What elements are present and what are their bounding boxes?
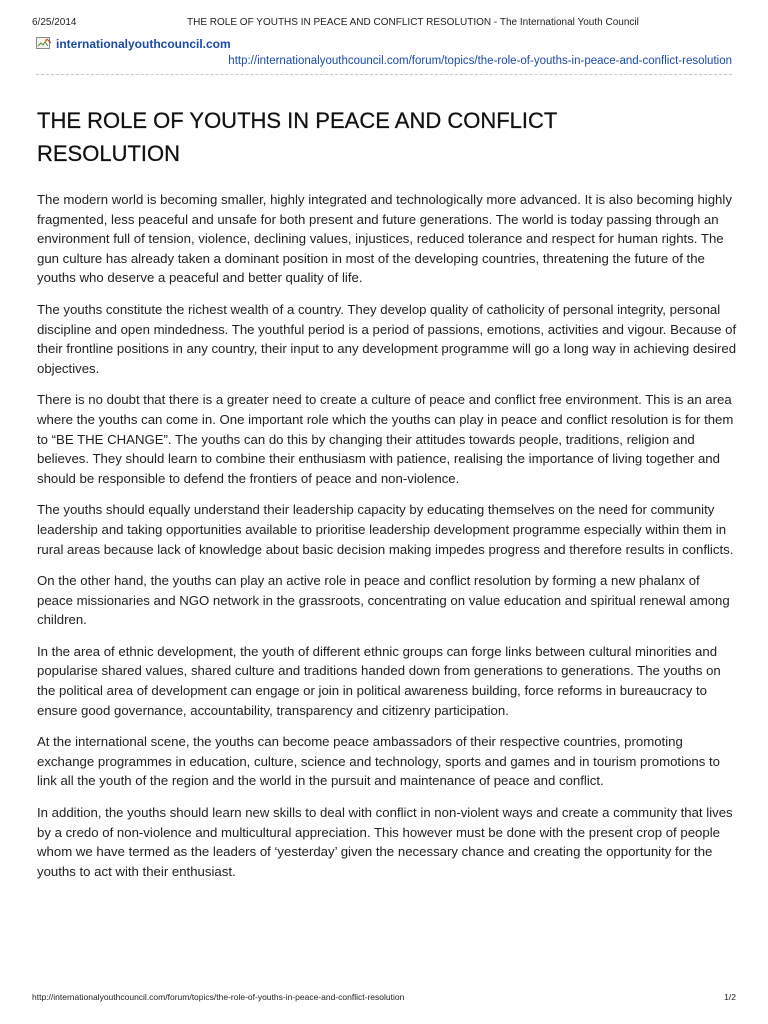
article-paragraph: On the other hand, the youths can play an active role in peace and conflict resolution by forming a new phalanx of peace missionaries and NGO network in the grassroots, concentrating on value education and spiritual renewal among children. — [37, 573, 730, 628]
print-header — [32, 17, 736, 28]
article-paragraph: The youths should equally understand their leadership capacity by educating themselves on the need for community leadership and taking opportunities available to prioritise leadership development programme especially within them in rural areas because lack of knowledge about basic decision making impedes progress and therefore results in conflicts. — [37, 502, 734, 557]
article-title: THE ROLE OF YOUTHS IN PEACE AND CONFLICT RESOLUTION — [37, 108, 557, 166]
article-paragraph: The modern world is becoming smaller, highly integrated and technologically more advanced. It is also becoming highly fragmented, less peaceful and unsafe for both present and future generations. The world is today passing through an environment full of tension, violence, declining values, injustices, reduced tolerance and respect for human rights. The gun culture has already taken a dominant position in most of the developing countries, threatening the future of the youths who deserve a peaceful and better quality of life. — [37, 192, 732, 286]
article-paragraph: At the international scene, the youths can become peace ambassadors of their respective countries, promoting exchange programmes in education, culture, science and technology, sports and games and in tourism promotions to link all the youth of the region and the world in the pursuit and maintenance of peace and conflict. — [37, 734, 720, 789]
site-header — [36, 37, 231, 51]
article-paragraph: There is no doubt that there is a greater need to create a culture of peace and conflict free environment. This is an area where the youths can come in. One important role which the youths can play in peace and conflict resolution is for them to “BE THE CHANGE”. The youths can do this by changing their attitudes towards people, traditions, religion and believes. They should learn to combine their enthusiasm with patience, realising the importance of living together and should be responsible to defend the frontiers of peace and non-violence. — [37, 392, 734, 486]
header-divider — [36, 74, 732, 75]
print-date: 6/25/2014 — [32, 17, 77, 28]
article-paragraph: The youths constitute the richest wealth of a country. They develop quality of catholicity of personal integrity, personal discipline and open mindedness. The youthful period is a period of passions, emotions, activities and vigour. Because of their frontline positions in any country, their input to any development programme will go a long way in achieving desired objectives. — [37, 301, 737, 376]
footer-url: http://internationalyouthcouncil.com/forum/topics/the-role-of-youths-in-peace-and-conflict-resolution — [32, 992, 405, 1002]
article-paragraph: In addition, the youths should learn new skills to deal with conflict in non-violent ways and create a community that lives by a credo of non-violence and multicultural appreciation. This however must be done with the present crop of people whom we have termed as the leaders of ‘yesterday’ given the necessary chance and creating the opportunity for the youths to act with their enthusiast. — [37, 805, 733, 879]
article-body — [37, 190, 737, 893]
print-page-title: THE ROLE OF YOUTHS IN PEACE AND CONFLICT RESOLUTION - The International Youth Council — [187, 17, 639, 28]
broken-image-icon — [36, 37, 52, 51]
article-paragraph: In the area of ethnic development, the youth of different ethnic groups can forge links between cultural minorities and popularise shared values, shared culture and traditions handed down from generations to generations. The youths on the political area of development can engage or join in political awareness building, force reforms in bureaucracy to ensure good governance, accountability, transparency and citizenry participation. — [37, 643, 721, 718]
print-footer — [32, 992, 736, 1002]
page-number: 1/2 — [724, 992, 736, 1002]
page-url-link[interactable]: http://internationalyouthcouncil.com/forum/topics/the-role-of-youths-in-peace-and-conflict-resolution — [228, 55, 732, 67]
site-name-link[interactable]: internationalyouthcouncil.com — [56, 37, 231, 51]
